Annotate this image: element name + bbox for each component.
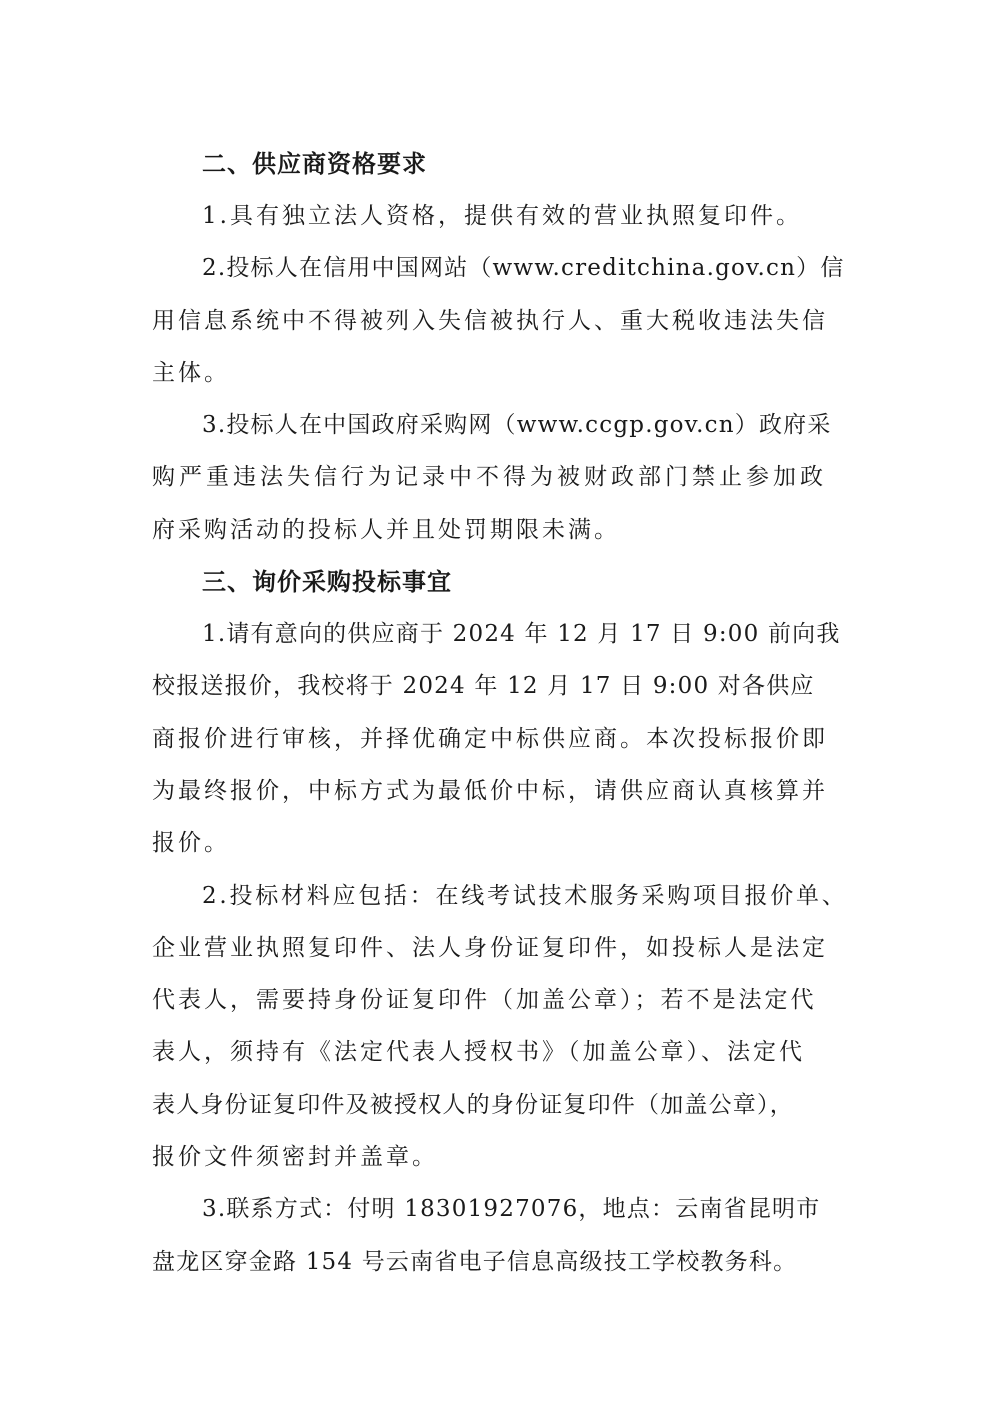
text-line: 企业营业执照复印件、法人身份证复印件，如投标人是法定: [152, 934, 828, 961]
text-line: 为最终报价，中标方式为最低价中标，请供应商认真核算并: [152, 777, 828, 804]
text-line: 商报价进行审核，并择优确定中标供应商。本次投标报价即: [152, 725, 828, 752]
document-body: [152, 138, 852, 1288]
text-line: 1.请有意向的供应商于 2024 年 12 月 17 日 9:00 前向我: [202, 621, 841, 648]
text-line: 盘龙区穿金路 154 号云南省电子信息高级技工学校教务科。: [152, 1248, 798, 1275]
section-heading-qualifications: 二、供应商资格要求: [202, 150, 427, 178]
paragraph-qualification-1: [152, 190, 852, 242]
text-line: 用信息系统中不得被列入失信被执行人、重大税收违法失信: [152, 307, 828, 334]
text-line: 校报送报价，我校将于 2024 年 12 月 17 日 9:00 对各供应: [152, 673, 815, 700]
text-line: 2.投标材料应包括：在线考试技术服务采购项目报价单、: [202, 882, 848, 909]
text-line: 报价。: [152, 830, 230, 857]
text-line: 1.具有独立法人资格，提供有效的营业执照复印件。: [202, 203, 802, 229]
paragraph-qualification-2: [152, 242, 852, 399]
text-line: 2.投标人在信用中国网站（www.creditchina.gov.cn）信: [202, 255, 845, 282]
paragraph-bidding-2: [152, 870, 852, 1184]
text-line: 购严重违法失信行为记录中不得为被财政部门禁止参加政: [152, 464, 827, 491]
text-line: 代表人，需要持身份证复印件（加盖公章）；若不是法定代: [152, 987, 817, 1014]
paragraph-qualification-3: [152, 399, 852, 556]
text-line: 报价文件须密封并盖章。: [152, 1144, 438, 1171]
text-line: 3.联系方式：付明 18301927076，地点：云南省昆明市: [202, 1196, 821, 1223]
text-line: 府采购活动的投标人并且处罚期限未满。: [152, 516, 620, 543]
paragraph-bidding-1: [152, 608, 852, 869]
text-line: 表人，须持有《法定代表人授权书》（加盖公章）、法定代: [152, 1039, 805, 1066]
text-line: 3.投标人在中国政府采购网（www.ccgp.gov.cn）政府采: [202, 412, 832, 439]
text-line: 表人身份证复印件及被授权人的身份证复印件（加盖公章），: [152, 1091, 794, 1118]
text-line: 主体。: [152, 359, 230, 386]
paragraph-bidding-3: [152, 1183, 852, 1288]
section-heading-bidding: 三、询价采购投标事宜: [202, 568, 452, 597]
